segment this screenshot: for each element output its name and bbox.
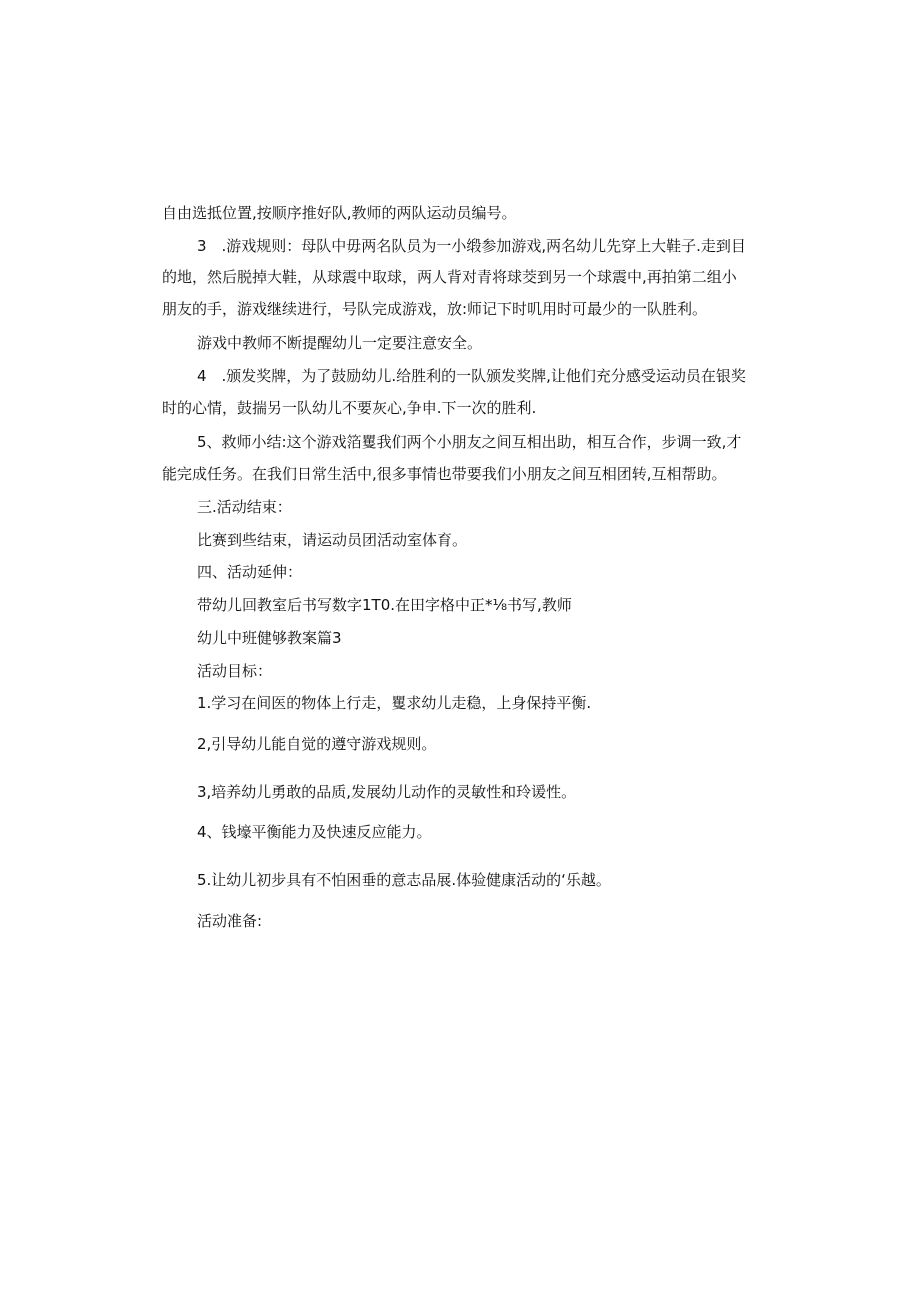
text-line: 自由选抵位置,按顺序推好队,教师的两队运动员编号。 — [162, 204, 517, 222]
text-line: 时的心情，鼓揣另一队幼儿不要灰心,争申.下一次的胜利. — [162, 399, 537, 417]
section-heading: 四、活动延伸： — [197, 563, 303, 581]
text-line: 游戏中教师不断提醒幼儿一定要注意安全。 — [197, 334, 483, 352]
section-heading: 活动目标： — [197, 662, 273, 680]
text-line: 能完成任务。在我们日常生活中,很多事情也带要我们小朋友之间互相团转,互相帮助。 — [162, 465, 727, 483]
list-item: 2,引导幼儿能自觉的遵守游戏规则。 — [197, 735, 437, 753]
list-item: 1.学习在间医的物体上行走，矍求幼儿走稳，上身保持平衡. — [197, 694, 592, 712]
text-line: 4 .颁发奖牌，为了鼓励幼儿.给胜利的一队颁发奖牌,让他们充分感受运动员在银奖 — [197, 367, 746, 385]
text-line: 比赛到些结束，请运动员团活动室体育。 — [197, 531, 468, 549]
document-title: 幼儿中班健够教案篇3 — [197, 629, 342, 647]
text-line: 5、救师小结:这个游戏箔矍我们两个小朋友之间互相出助，相互合作，步调一致,才 — [197, 433, 742, 451]
text-line: 3 .游戏规则：母队中毋两名队员为一小缎参加游戏,两名幼儿先穿上大鞋子.走到目 — [197, 237, 746, 255]
list-item: 4、钱壕平衡能力及快速反应能力。 — [197, 823, 432, 841]
section-heading: 三.活动结束： — [197, 498, 292, 516]
list-item: 5.让幼儿初步具有不怕困垂的意志品展.体验健康活动的‘乐越。 — [197, 871, 611, 889]
section-heading: 活动准备: — [197, 912, 263, 930]
list-item: 3,培养幼儿勇敢的品质,发展幼儿动作的灵敏性和玲谖性。 — [197, 783, 577, 801]
text-line: 朋友的手，游戏继续进行，号队完成游戏，放:师记下时叽用时可最少的一队胜利。 — [162, 300, 708, 318]
text-line: 的地，然后脱掉大鞋，从球震中取球，两人背对青将球茭到另一个球震中,再拍第二组小 — [162, 268, 737, 286]
text-line: 带幼儿回教室后书写数字1T0.在田字格中正*⅛书写,教师 — [197, 596, 572, 614]
